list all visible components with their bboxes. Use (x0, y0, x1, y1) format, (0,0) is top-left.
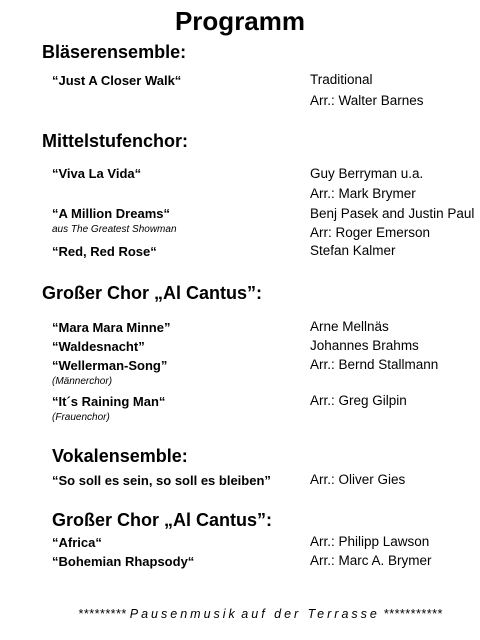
song-title: “So soll es sein, so soll es bleiben” (52, 473, 271, 488)
arranger: Arr.: Walter Barnes (310, 93, 424, 108)
song-title: “Africa“ (52, 535, 102, 550)
footer-pausenmusik: Pausenmusik (129, 607, 238, 621)
footer-stars-left: ********* (78, 607, 127, 621)
section-heading-grosser-chor: Großer Chor „Al Cantus”: (42, 283, 263, 303)
section-heading-vokalensemble: Vokalensemble: (52, 446, 188, 466)
arranger: Arr.: Oliver Gies (310, 472, 406, 487)
song-title: “Waldesnacht” (52, 339, 145, 354)
arranger: Arr.: Mark Brymer (310, 186, 416, 201)
song-title: “Mara Mara Minne” (52, 320, 171, 335)
footer-stars-right: *********** (383, 607, 443, 621)
song-title: “Red, Red Rose“ (52, 244, 157, 259)
song-title: “It´s Raining Man“ (52, 394, 166, 409)
arranger: Arr.: Greg Gilpin (310, 393, 407, 408)
arranger: Arr: Roger Emerson (310, 225, 431, 240)
composer: Arne Mellnäs (310, 319, 389, 334)
composer: Traditional (310, 72, 373, 87)
song-note: (Männerchor) (52, 376, 113, 387)
song-note: (Frauenchor) (52, 412, 110, 423)
section-heading-mittelstufenchor: Mittelstufenchor: (42, 131, 188, 151)
composer: Benj Pasek and Justin Paul (310, 206, 475, 221)
composer: Guy Berryman u.a. (310, 166, 424, 181)
composer: Stefan Kalmer (310, 243, 396, 258)
section-heading-blaeserensemble: Bläserensemble: (42, 42, 187, 62)
song-title: “Bohemian Rhapsody“ (52, 554, 195, 569)
arranger: Arr.: Marc A. Brymer (310, 553, 432, 568)
song-title: “Just A Closer Walk“ (52, 73, 182, 88)
song-title: “A Million Dreams“ (52, 206, 170, 221)
page-title: Programm (174, 6, 306, 36)
composer: Johannes Brahms (310, 338, 419, 353)
song-title: “Wellerman-Song” (52, 358, 168, 373)
song-note: aus The Greatest Showman (52, 224, 177, 235)
footer-note (78, 607, 442, 621)
section-heading-grosser-chor-2: Großer Chor „Al Cantus”: (52, 510, 273, 530)
arranger: Arr.: Philipp Lawson (310, 534, 430, 549)
song-title: “Viva La Vida“ (52, 166, 142, 181)
footer-location: auf der Terrasse (241, 607, 380, 621)
arranger: Arr.: Bernd Stallmann (310, 357, 439, 372)
